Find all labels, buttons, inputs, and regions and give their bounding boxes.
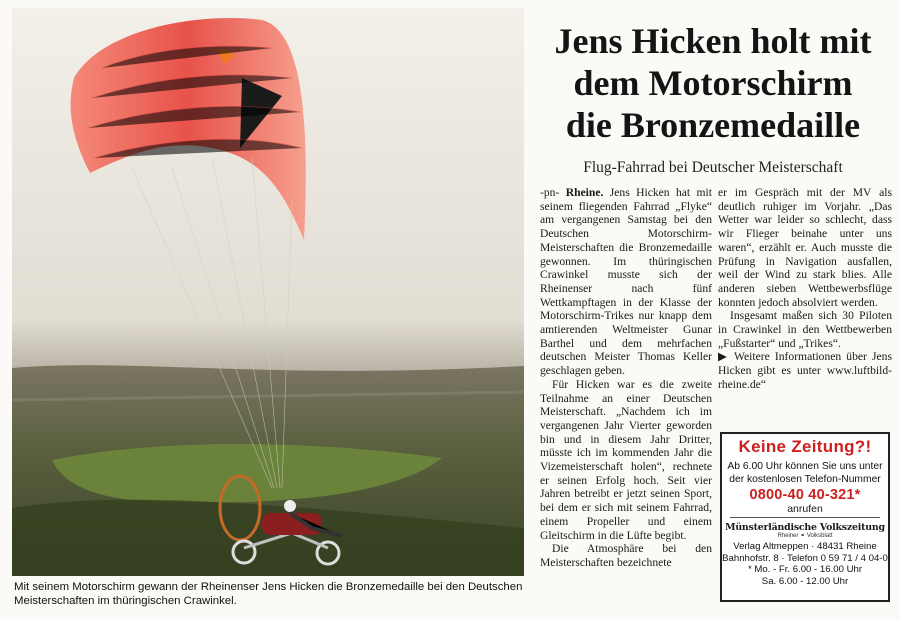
article-column-1 (540, 186, 712, 570)
article-subheadline: Flug-Fahrrad bei Deutscher Meisterschaft (583, 159, 843, 176)
lead-text: Jens Hicken hat mit seinem fliegenden Fahrrad „Flyke“ am vergangenen Samstag bei den Deutschen Motorschirm-Meisterschaften die Bronzemedaille gewonnen. Im thüringischen Crawinkel musste sich der Rheinenser nach fünf Wettkampftagen in der Klasse der Motorschirm-Trikes nur knapp dem amtierenden Weltmeister Gunar Barthel und dem mehrfachen deutschen Meister Thomas Keller geschlagen geben. (540, 186, 712, 378)
ad-address-line-2: Bahnhofstr. 8 · Telefon 0 59 71 / 4 04-0 (722, 552, 888, 564)
article-column-2 (718, 186, 892, 392)
more-info-link[interactable]: ▶ Weitere Informationen über Jens Hicken gibt es unter www.luftbild-rheine.de“ (718, 350, 892, 391)
article-headline (528, 20, 898, 146)
paragraph-5: Insgesamt maßen sich 30 Piloten in Crawinkel in den Wettbewerben „Fußstarter“ und „Trikes“. (718, 309, 892, 350)
headline-line-2: dem Motorschirm (573, 63, 853, 103)
paragraph-3: Die Atmosphäre bei den Meisterschaften bezeichnete (540, 542, 712, 569)
paramotor-photo (12, 8, 524, 576)
newspaper-logo-sub: Rheiner ⚭ Volksblatt (777, 533, 833, 539)
newspaper-logo: Münsterländische Volkszeitung (725, 522, 885, 533)
ad-divider (730, 517, 880, 518)
ad-title: Keine Zeitung?! (738, 437, 872, 456)
ad-address (722, 541, 888, 587)
ad-hours-weekday: * Mo. - Fr. 6.00 - 16.00 Uhr (747, 564, 863, 575)
paragraph-4: er im Gespräch mit der MV als deutlich ruhiger im Vorjahr. „Das Wetter war leider so schlecht, dass wir Flieger beinahe unter uns waren“, erzählt er. Auch musste die Prüfung in Navigation ausfallen, weil der Wind zu stark blies. Alle anderen sieben Wettbewerbsflüge konnten jedoch absolviert werden. (718, 186, 892, 309)
dateline-city: Rheine. (565, 186, 604, 199)
photo-illustration (12, 8, 524, 576)
subscription-ad (720, 432, 890, 602)
headline-line-3: die Bronzemedaille (565, 105, 861, 145)
paragraph-2: Für Hicken war es die zweite Teilnahme an einer Deutschen Meisterschaft. „Nachdem ich im vergangenen Jahr Vierter geworden bin und in diesem Jahr Dritter, müsste ich im kommenden Jahr die Vizemeisterschaft holen“, rechnete er seinen Erfolg hoch. Seit vier Jahren betreibt er jetzt seinen Sport, bei dem er sich mit seinem Fahrrad, einem Propeller und einem Gleitschirm in die Lüfte begibt. (540, 377, 712, 542)
headline-line-1: Jens Hicken holt mit (554, 21, 872, 61)
ad-body: Ab 6.00 Uhr können Sie uns unter der kostenlosen Telefon-Nummer (727, 461, 883, 485)
ad-phone-number[interactable]: 0800-40 40-321* (749, 487, 861, 503)
paragraph-lead (540, 186, 712, 378)
photo-caption: Mit seinem Motorschirm gewann der Rheinenser Jens Hicken die Bronzemedaille bei den Deutschen Meisterschaften im thüringischen Crawinkel. (14, 581, 523, 607)
ad-hours-saturday: Sa. 6.00 - 12.00 Uhr (761, 575, 849, 587)
ad-address-line-1: Verlag Altmeppen · 48431 Rheine (733, 541, 877, 552)
author-tag: -pn- (540, 186, 566, 199)
ad-call-text: anrufen (787, 503, 823, 515)
